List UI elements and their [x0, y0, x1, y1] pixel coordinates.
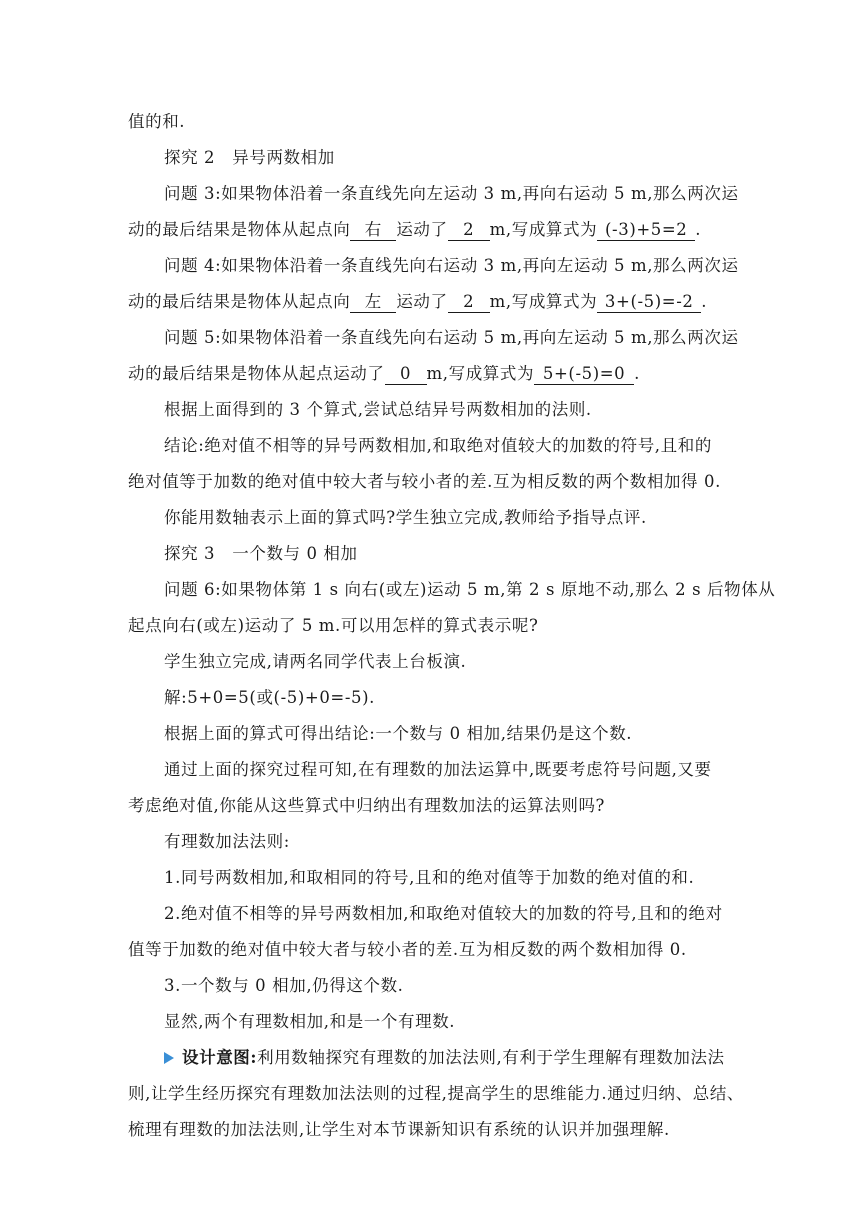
text-line: 值的和. — [128, 112, 186, 131]
text-line: 根据上面的算式可得出结论:一个数与 0 相加,结果仍是这个数. — [164, 724, 633, 743]
text-line: 考虑绝对值,你能从这些算式中归纳出有理数加法的运算法则吗? — [128, 796, 605, 815]
text-fragment: 运动了 — [396, 220, 448, 239]
text-fragment: m,写成算式为 — [489, 220, 598, 239]
text-line: 值等于加数的绝对值中较大者与较小者的差.互为相反数的两个数相加得 0. — [128, 940, 687, 959]
text-line: 通过上面的探究过程可知,在有理数的加法运算中,既要考虑符号问题,又要 — [164, 760, 712, 779]
text-line: 你能用数轴表示上面的算式吗?学生独立完成,教师给予指导点评. — [164, 508, 647, 527]
text-line: 结论:绝对值不相等的异号两数相加,和取绝对值较大的加数的符号,且和的 — [164, 436, 712, 455]
rule-item: 1.同号两数相加,和取相同的符号,且和的绝对值等于加数的绝对值的和. — [164, 868, 695, 887]
text-fragment: 利用数轴探究有理数的加法法则,有利于学生理解有理数加法法 — [257, 1048, 725, 1067]
answer-blank: 右 — [350, 220, 396, 241]
rule-item: 2.绝对值不相等的异号两数相加,和取绝对值较大的加数的符号,且和的绝对 — [164, 904, 723, 923]
answer-blank: 0 — [385, 364, 427, 385]
text-line: 问题 3:如果物体沿着一条直线先向左运动 3 m,再向右运动 5 m,那么两次运 — [164, 184, 739, 203]
answer-blank: 3+(-5)=-2 — [597, 292, 701, 313]
text-fragment: 动的最后结果是物体从起点运动了 — [128, 364, 385, 383]
text-line: 问题 6:如果物体第 1 s 向右(或左)运动 5 m,第 2 s 原地不动,那么 2 s 后物体从 — [164, 580, 776, 599]
text-line — [128, 356, 640, 392]
text-line — [128, 284, 707, 320]
text-line: 问题 5:如果物体沿着一条直线先向右运动 5 m,再向左运动 5 m,那么两次运 — [164, 328, 739, 347]
section-heading: 探究 3 一个数与 0 相加 — [164, 544, 358, 563]
design-intent-label: 设计意图: — [182, 1048, 258, 1067]
text-fragment: m,写成算式为 — [426, 364, 535, 383]
text-fragment: . — [634, 364, 640, 383]
answer-blank: 2 — [448, 292, 490, 313]
text-line — [128, 212, 701, 248]
play-triangle-icon — [164, 1052, 174, 1064]
text-line: 梳理有理数的加法法则,让学生对本节课新知识有系统的认识并加强理解. — [128, 1120, 670, 1139]
text-line: 有理数加法法则: — [164, 832, 290, 851]
text-line: 显然,两个有理数相加,和是一个有理数. — [164, 1012, 456, 1031]
text-line: 则,让学生经历探究有理数加法法则的过程,提高学生的思维能力.通过归纳、总结、 — [128, 1084, 745, 1103]
text-line: 学生独立完成,请两名同学代表上台板演. — [164, 652, 467, 671]
text-line: 问题 4:如果物体沿着一条直线先向右运动 3 m,再向左运动 5 m,那么两次运 — [164, 256, 739, 275]
text-fragment: m,写成算式为 — [489, 292, 598, 311]
text-fragment: . — [695, 220, 702, 239]
text-fragment: 运动了 — [396, 292, 448, 311]
text-fragment: 动的最后结果是物体从起点向 — [128, 220, 351, 239]
text-fragment: 动的最后结果是物体从起点向 — [128, 292, 351, 311]
answer-blank: 5+(-5)=0 — [534, 364, 634, 385]
design-intent-line — [164, 1040, 725, 1076]
answer-blank: 左 — [350, 292, 396, 313]
text-line: 绝对值等于加数的绝对值中较大者与较小者的差.互为相反数的两个数相加得 0. — [128, 472, 721, 491]
text-line: 解:5+0=5(或(-5)+0=-5). — [164, 688, 375, 707]
text-line: 起点向右(或左)运动了 5 m.可以用怎样的算式表示呢? — [128, 616, 539, 635]
section-heading: 探究 2 异号两数相加 — [164, 148, 335, 167]
rule-item: 3.一个数与 0 相加,仍得这个数. — [164, 976, 404, 995]
text-fragment: . — [701, 292, 708, 311]
text-line: 根据上面得到的 3 个算式,尝试总结异号两数相加的法则. — [164, 400, 592, 419]
answer-blank: 2 — [448, 220, 490, 241]
answer-blank: (-3)+5=2 — [597, 220, 695, 241]
